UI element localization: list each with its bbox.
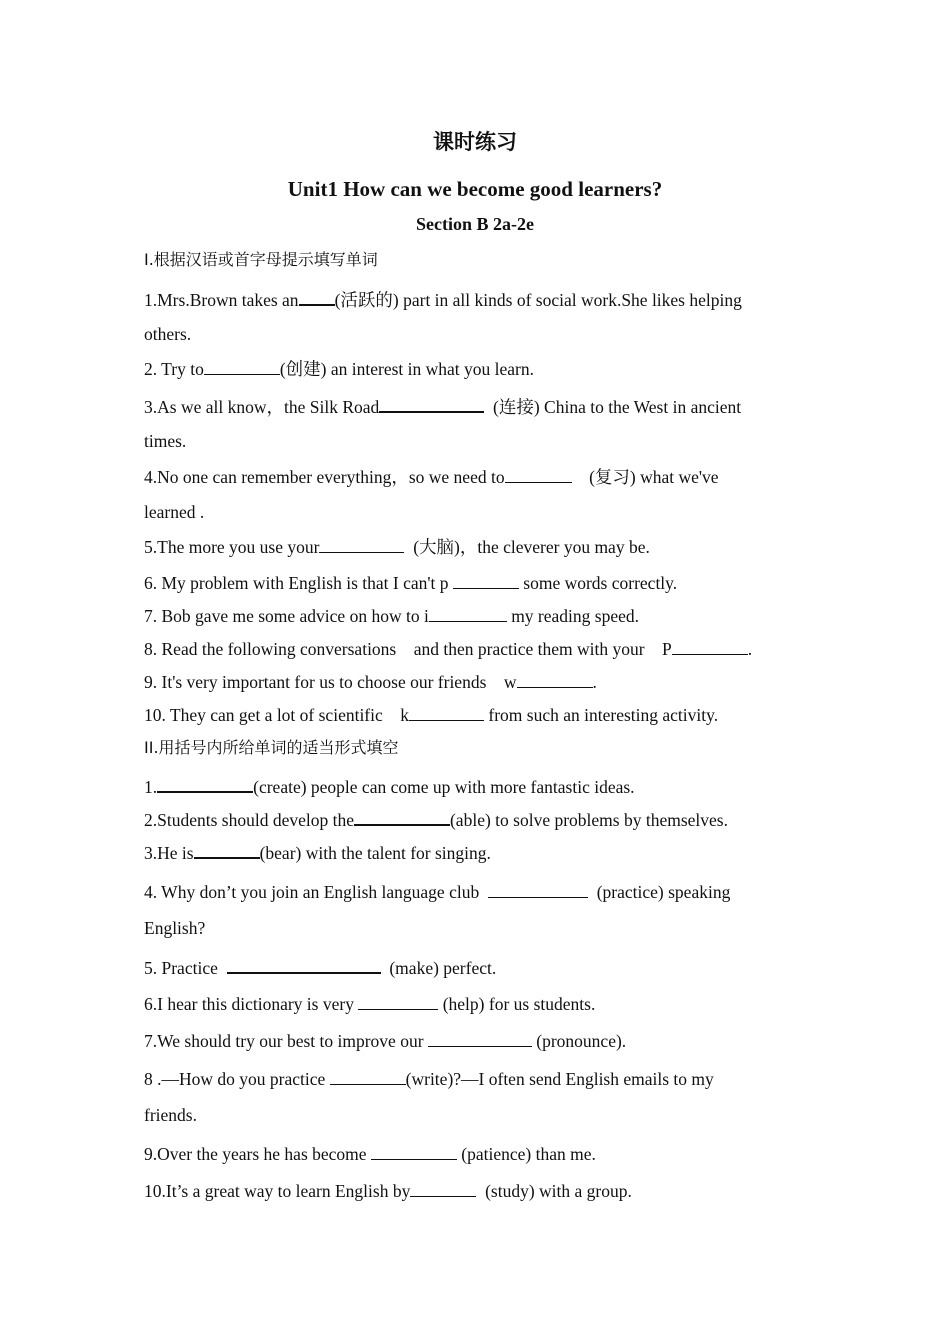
answer-blank[interactable] (319, 535, 404, 553)
answer-blank[interactable] (410, 1179, 476, 1197)
answer-blank[interactable] (227, 955, 381, 974)
part1-question-7: 7. Bob gave me some advice on how to i my reading speed. (144, 606, 639, 626)
part1-question-1: 1.Mrs.Brown takes an (活跃的) part in all kinds of social work.She likes helping (144, 287, 742, 311)
answer-blank[interactable] (429, 604, 507, 622)
answer-blank[interactable] (299, 287, 335, 306)
part2-question-9: 9.Over the years he has become (patience) than me. (144, 1144, 596, 1164)
answer-blank[interactable] (379, 394, 484, 413)
answer-blank[interactable] (157, 774, 253, 793)
answer-blank[interactable] (354, 807, 450, 826)
part1-heading: I.根据汉语或首字母提示填写单词 (144, 250, 378, 269)
part2-heading: II.用括号内所给单词的适当形式填空 (144, 738, 399, 757)
answer-blank[interactable] (517, 670, 593, 688)
part1-question-8: 8. Read the following conversations and then practice them with your P . (144, 639, 753, 659)
answer-blank[interactable] (330, 1067, 406, 1085)
page-title: 课时练习 (433, 130, 517, 154)
answer-blank[interactable] (428, 1029, 532, 1047)
answer-blank[interactable] (453, 571, 519, 589)
part2-question-2: 2.Students should develop the (able) to solve problems by themselves. (144, 807, 728, 831)
part1-question-1-cont: others. (144, 324, 192, 344)
part1-question-4: 4.No one can remember everything，so we need to (复习) what we've (144, 467, 719, 487)
part1-question-9: 9. It's very important for us to choose our friends w . (144, 672, 597, 692)
answer-blank[interactable] (358, 992, 438, 1010)
part1-question-5: 5.The more you use your (大脑)，the cleverer you may be. (144, 537, 650, 557)
part2-question-5: 5. Practice (make) perfect. (144, 955, 496, 979)
part2-question-3: 3.He is (bear) with the talent for singing. (144, 840, 491, 864)
part2-question-1: 1. (create) people can come up with more fantastic ideas. (144, 774, 635, 798)
part2-question-10: 10.It’s a great way to learn English by (study) with a group. (144, 1181, 632, 1201)
answer-blank[interactable] (204, 357, 280, 375)
part1-question-3: 3.As we all know，the Silk Road (连接) China to the West in ancient (144, 394, 741, 418)
answer-blank[interactable] (672, 637, 748, 655)
part1-question-6: 6. My problem with English is that I can't p some words correctly. (144, 573, 678, 593)
part1-question-4-cont: learned . (144, 502, 205, 522)
part1-question-3-cont: times. (144, 431, 187, 451)
part2-question-8-cont: friends. (144, 1105, 197, 1125)
answer-blank[interactable] (371, 1142, 457, 1160)
section-title: Section B 2a-2e (416, 214, 534, 234)
unit-title: Unit1 How can we become good learners? (287, 177, 663, 201)
part1-question-2: 2. Try to (创建) an interest in what you learn. (144, 359, 534, 379)
answer-blank[interactable] (409, 703, 484, 721)
part2-question-6: 6.I hear this dictionary is very (help) for us students. (144, 994, 596, 1014)
answer-blank[interactable] (194, 840, 260, 859)
answer-blank[interactable] (505, 465, 572, 483)
part1-question-10: 10. They can get a lot of scientific k from such an interesting activity. (144, 705, 719, 725)
part2-question-4-cont: English? (144, 918, 206, 938)
part2-question-8: 8 .—How do you practice (write)?—I often send English emails to my (144, 1069, 714, 1089)
answer-blank[interactable] (488, 880, 588, 898)
part2-question-4: 4. Why don’t you join an English language club (practice) speaking (144, 882, 731, 902)
part2-question-7: 7.We should try our best to improve our (pronounce). (144, 1031, 627, 1051)
